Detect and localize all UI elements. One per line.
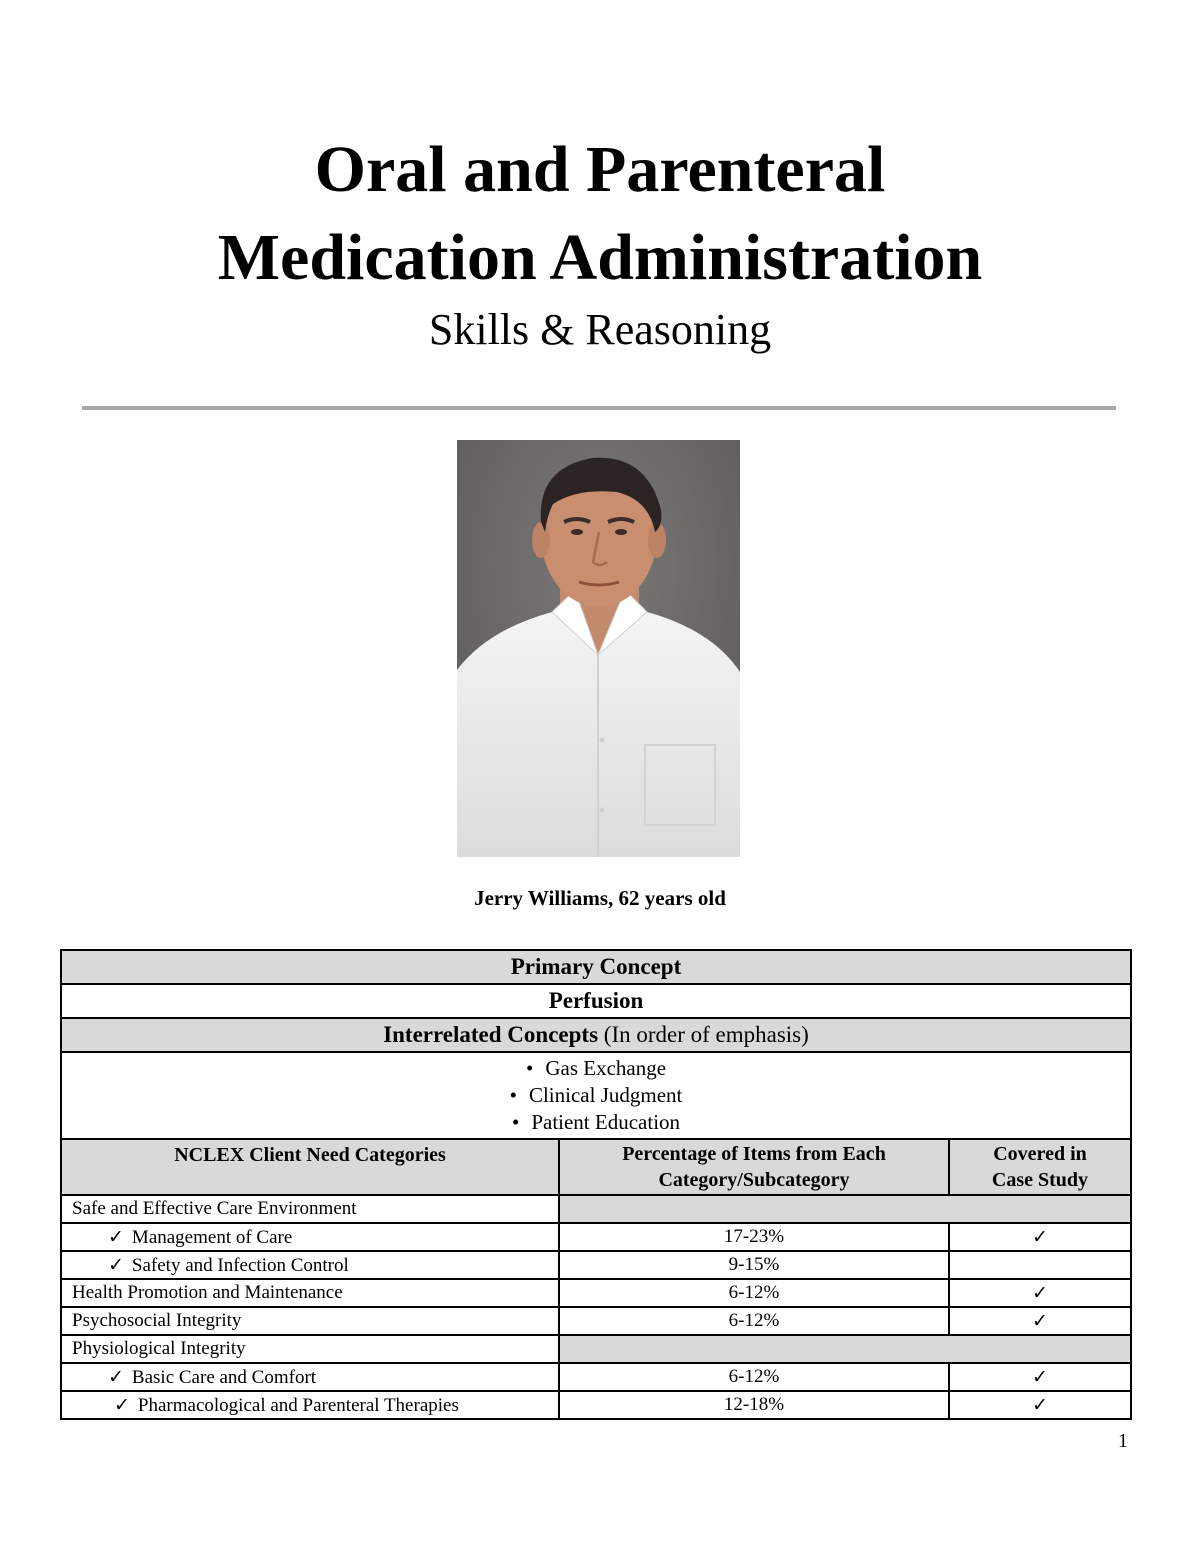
list-item: • Clinical Judgment [72,1082,1120,1109]
patient-portrait-image [457,440,740,857]
patient-photo [457,440,740,857]
table-row [61,1307,1131,1335]
table-header-row [61,1139,1131,1195]
interrelated-concepts-label: Interrelated Concepts [383,1022,599,1047]
category-cell: Psychosocial Integrity [61,1307,559,1335]
checkmark-icon: ✓ [108,1366,124,1388]
covered-cell [949,1251,1131,1279]
table-row [61,1363,1131,1391]
interrelated-concepts-header-row [61,1018,1131,1052]
covered-cell: ✓ [949,1391,1131,1419]
title-line-1: Oral and Parenteral [314,133,886,206]
interrelated-concepts-list [72,1053,1120,1138]
subcategory-label: Pharmacological and Parenteral Therapies [137,1394,459,1416]
primary-concept-value-row [61,984,1131,1018]
primary-concept-label: Primary Concept [61,950,1131,984]
patient-caption: Jerry Williams, 62 years old [474,886,726,910]
table-row [61,1335,1131,1363]
list-item: • Patient Education [72,1109,1120,1136]
horizontal-divider [82,406,1116,410]
interrelated-concepts-list-row [61,1052,1131,1139]
percent-cell: 17-23% [559,1223,949,1251]
covered-cell: ✓ [949,1223,1131,1251]
category-shaded-cell [559,1335,1131,1363]
covered-cell: ✓ [949,1307,1131,1335]
checkmark-icon: ✓ [108,1254,124,1276]
interrelated-concepts-note: (In order of emphasis) [603,1022,809,1047]
percent-cell: 6-12% [559,1279,949,1307]
checkmark-icon: ✓ [114,1394,130,1416]
table-row [61,1251,1131,1279]
primary-concept-value: Perfusion [61,984,1131,1018]
table-row [61,1223,1131,1251]
column-header-percentage: Percentage of Items from Each Category/Subcategory [559,1139,949,1195]
column-header-category: NCLEX Client Need Categories [61,1139,559,1195]
subcategory-cell [61,1391,559,1419]
covered-cell: ✓ [949,1279,1131,1307]
table-row [61,1391,1131,1419]
category-cell: Health Promotion and Maintenance [61,1279,559,1307]
percent-cell: 12-18% [559,1391,949,1419]
concepts-table [60,949,1132,1420]
subcategory-label: Management of Care [131,1226,293,1248]
subcategory-cell [61,1363,559,1391]
column-header-covered: Covered in Case Study [949,1139,1131,1195]
subcategory-label: Safety and Infection Control [131,1254,349,1276]
document-title [0,126,1200,302]
primary-concept-header-row [61,950,1131,984]
percent-cell: 6-12% [559,1363,949,1391]
subcategory-cell [61,1251,559,1279]
checkmark-icon: ✓ [108,1226,124,1248]
title-line-2: Medication Administration [217,221,983,294]
document-subtitle: Skills & Reasoning [428,305,772,354]
list-item: • Gas Exchange [72,1055,1120,1082]
category-shaded-cell [559,1195,1131,1223]
page-number: 1 [1118,1430,1128,1452]
category-cell: Safe and Effective Care Environment [61,1195,559,1223]
interrelated-concepts-cell [61,1052,1131,1139]
subcategory-cell [61,1223,559,1251]
percent-cell: 9-15% [559,1251,949,1279]
subcategory-label: Basic Care and Comfort [131,1366,317,1388]
percent-cell: 6-12% [559,1307,949,1335]
table-row [61,1195,1131,1223]
interrelated-concepts-header [61,1018,1131,1052]
table-row [61,1279,1131,1307]
category-cell: Physiological Integrity [61,1335,559,1363]
covered-cell: ✓ [949,1363,1131,1391]
